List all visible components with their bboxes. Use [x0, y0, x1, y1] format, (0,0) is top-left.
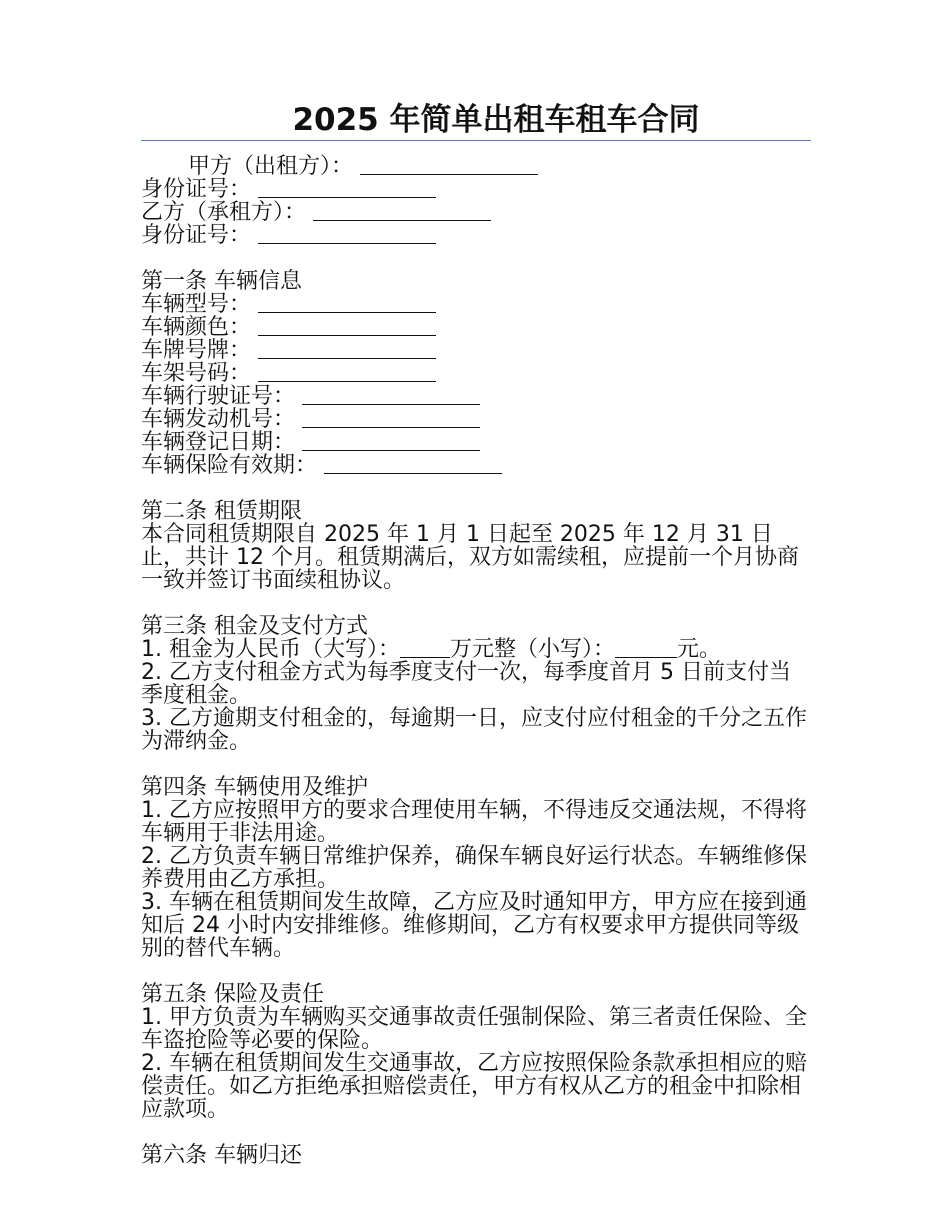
- payment-method-text: 2. 乙方支付租金方式为每季度支付一次，每季度首月 5 日前支付当季度租金。: [141, 660, 791, 708]
- vehicle-field-blank[interactable]: [302, 386, 480, 405]
- late-fee-text: 3. 乙方逾期支付租金的，每逾期一日，应支付应付租金的千分之五作为滞纳金。: [141, 706, 807, 754]
- lessor-id-blank[interactable]: [258, 179, 436, 198]
- rent-amount-line: [141, 638, 811, 661]
- vehicle-field: [141, 362, 811, 385]
- vehicle-field-blank[interactable]: [258, 340, 436, 359]
- rent-amount-lower-label: 万元整（小写）：: [449, 637, 615, 662]
- rent-amount-upper-label: 1. 租金为人民币（大写）：: [141, 637, 400, 662]
- contract-page: [141, 100, 811, 1167]
- vehicle-field-blank[interactable]: [258, 294, 436, 313]
- title-underline: [141, 140, 811, 141]
- spacer: [141, 477, 811, 500]
- spacer: [141, 592, 811, 615]
- vehicle-field-blank[interactable]: [258, 317, 436, 336]
- lessee-label: 乙方（承租方）：: [141, 200, 307, 225]
- vehicle-field-label: 车架号码：: [141, 361, 252, 386]
- vehicle-field: [141, 293, 811, 316]
- article-1-heading: 第一条 车辆信息: [141, 269, 302, 294]
- vehicle-field: [141, 431, 811, 454]
- lessee-id-blank[interactable]: [258, 225, 436, 244]
- vehicle-field-label: 车辆登记日期：: [141, 430, 296, 455]
- article-4-heading: 第四条 车辆使用及维护: [141, 775, 368, 800]
- repair-clause: 3. 车辆在租赁期间发生故障，乙方应及时通知甲方，甲方应在接到通知后 24 小时内安排维修。维修期间，乙方有权要求甲方提供同等级别的替代车辆。: [141, 890, 807, 961]
- vehicle-field-label: 车辆行驶证号：: [141, 384, 296, 409]
- lessor-line: [141, 155, 811, 178]
- lessor-blank[interactable]: [360, 156, 538, 175]
- vehicle-field: [141, 339, 811, 362]
- rent-lower-blank[interactable]: [615, 639, 677, 658]
- article-2-heading: 第二条 租赁期限: [141, 499, 302, 524]
- vehicle-field: [141, 316, 811, 339]
- lessee-id-line: [141, 224, 811, 247]
- lessee-id-label: 身份证号：: [141, 223, 252, 248]
- lease-term-text: 本合同租赁期限自 2025 年 1 月 1 日起至 2025 年 12 月 31 日止，共计 12 个月。租赁期满后，双方如需续租，应提前一个月协商一致并签订书面续租协议。: [141, 522, 799, 593]
- usage-clause: 1. 乙方应按照甲方的要求合理使用车辆，不得违反交通法规，不得将车辆用于非法用途。: [141, 798, 807, 846]
- vehicle-field: [141, 454, 811, 477]
- liability-clause: 2. 车辆在租赁期间发生交通事故，乙方应按照保险条款承担相应的赔偿责任。如乙方拒绝承担赔偿责任，甲方有权从乙方的租金中扣除相应款项。: [141, 1051, 807, 1122]
- vehicle-field-label: 车辆型号：: [141, 292, 252, 317]
- lessor-id-label: 身份证号：: [141, 177, 252, 202]
- document-title: 2025 年简单出租车租车合同: [292, 102, 700, 138]
- vehicle-field-label: 车辆保险有效期：: [141, 453, 318, 478]
- article-3-heading: 第三条 租金及支付方式: [141, 614, 368, 639]
- maintenance-clause: 2. 乙方负责车辆日常维护保养，确保车辆良好运行状态。车辆维修保养费用由乙方承担。: [141, 844, 807, 892]
- vehicle-field: [141, 408, 811, 431]
- insurance-clause: 1. 甲方负责为车辆购买交通事故责任强制保险、第三者责任保险、全车盗抢险等必要的保险。: [141, 1005, 807, 1053]
- vehicle-field-blank[interactable]: [302, 432, 480, 451]
- vehicle-field-label: 车辆发动机号：: [141, 407, 296, 432]
- vehicle-field-blank[interactable]: [258, 363, 436, 382]
- vehicle-field-blank[interactable]: [324, 455, 502, 474]
- rent-unit: 元。: [677, 637, 722, 662]
- article-5-heading: 第五条 保险及责任: [141, 982, 324, 1007]
- lessee-line: [141, 201, 811, 224]
- spacer: [141, 960, 811, 983]
- rent-upper-blank[interactable]: [400, 639, 450, 658]
- spacer: [141, 753, 811, 776]
- lessor-id-line: [141, 178, 811, 201]
- vehicle-field-label: 车牌号牌：: [141, 338, 252, 363]
- article-6-heading: 第六条 车辆归还: [141, 1143, 302, 1168]
- vehicle-field: [141, 385, 811, 408]
- vehicle-field-label: 车辆颜色：: [141, 315, 252, 340]
- lessee-blank[interactable]: [313, 202, 491, 221]
- spacer: [141, 247, 811, 270]
- lessor-label: 甲方（出租方）：: [188, 154, 354, 179]
- spacer: [141, 1121, 811, 1144]
- vehicle-field-blank[interactable]: [302, 409, 480, 428]
